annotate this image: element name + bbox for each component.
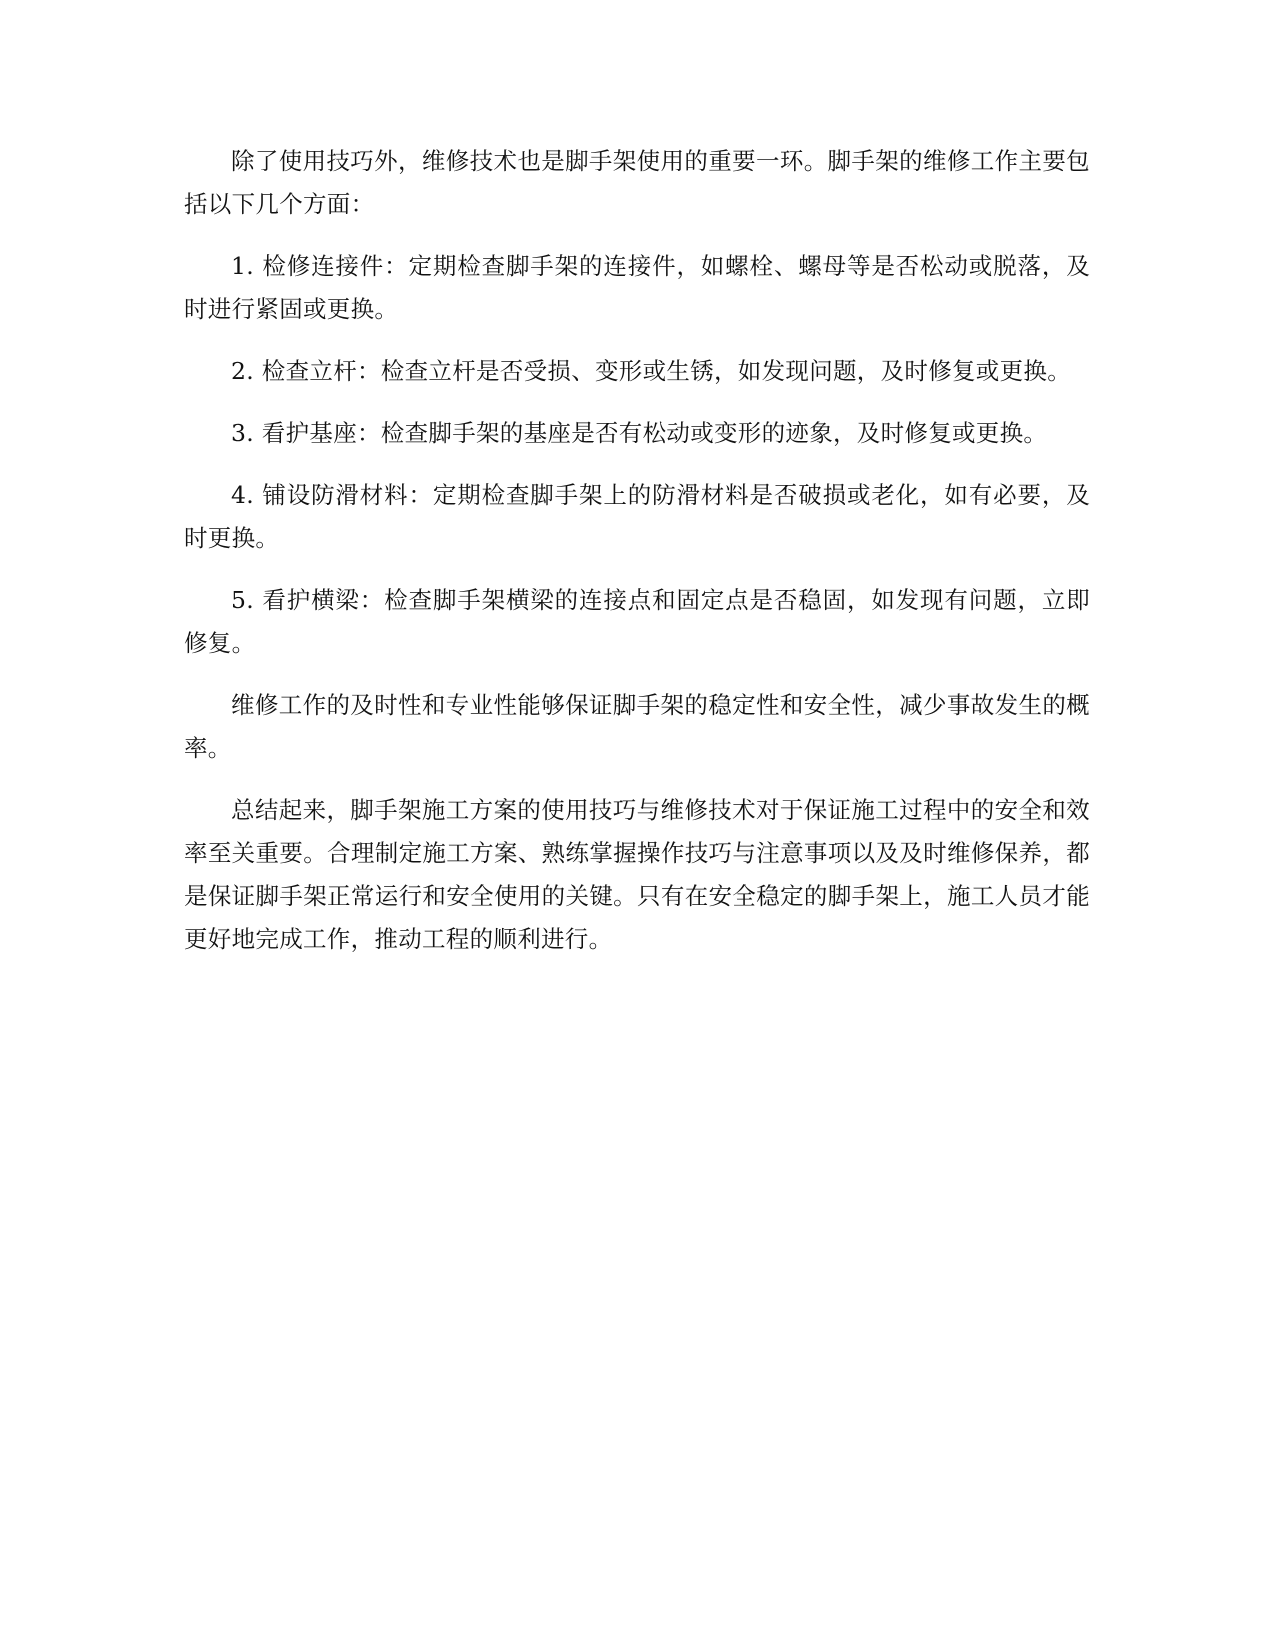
list-item-beams: 5. 看护横梁：检查脚手架横梁的连接点和固定点是否稳固，如发现有问题，立即修复。 [184, 586, 1090, 657]
list-item-base: 3. 看护基座：检查脚手架的基座是否有松动或变形的迹象，及时修复或更换。 [231, 419, 1048, 447]
list-item-connectors: 1. 检修连接件：定期检查脚手架的连接件，如螺栓、螺母等是否松动或脱落，及时进行紧固或更换。 [184, 252, 1090, 323]
intro-paragraph: 除了使用技巧外，维修技术也是脚手架使用的重要一环。脚手架的维修工作主要包括以下几个方面： [184, 147, 1090, 218]
maintenance-summary-paragraph: 维修工作的及时性和专业性能够保证脚手架的稳定性和安全性，减少事故发生的概率。 [184, 691, 1090, 762]
list-item-uprights: 2. 检查立杆：检查立杆是否受损、变形或生锈，如发现问题，及时修复或更换。 [231, 357, 1071, 385]
conclusion-paragraph: 总结起来，脚手架施工方案的使用技巧与维修技术对于保证施工过程中的安全和效率至关重要。合理制定施工方案、熟练掌握操作技巧与注意事项以及及时维修保养，都是保证脚手架正常运行和安全使用的关键。只有在安全稳定的脚手架上，施工人员才能更好地完成工作，推动工程的顺利进行。 [184, 796, 1090, 953]
list-item-anti-slip: 4. 铺设防滑材料：定期检查脚手架上的防滑材料是否破损或老化，如有必要，及时更换。 [184, 481, 1090, 552]
document-page [184, 140, 1090, 980]
